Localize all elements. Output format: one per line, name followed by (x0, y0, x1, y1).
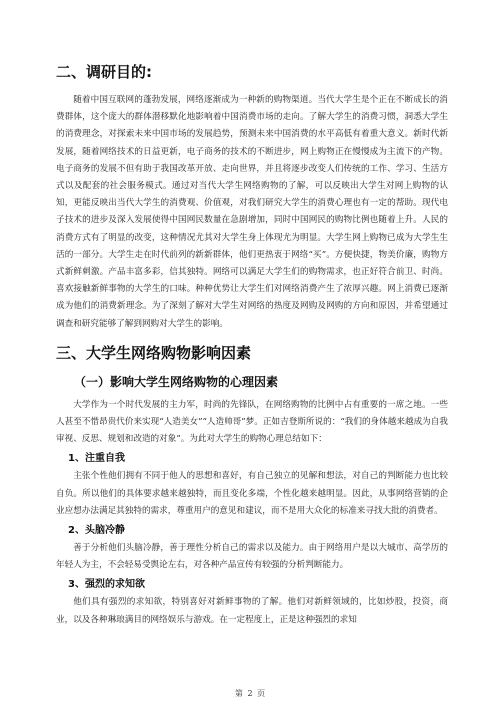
page-number-prefix: 第 (234, 689, 243, 698)
page-footer (0, 688, 500, 699)
page-content (56, 62, 448, 629)
page-number: 2 (247, 689, 253, 698)
psychological-factors-intro: 大学作为一个时代发展的主力军，时尚的先锋队，在网络购物的比例中占有重要的一席之地。一些人甚至不惜昂贵代价来实现“人造美女”“人造帅哥”梦。正如吉登斯所说的：“我们的身体越来越成为自我审视、反思、规划和改造的对象”。为此对大学生的购物心理总结如下： (56, 399, 448, 445)
section-heading-influencing-factors: 三、大学生网络购物影响因素 (56, 343, 252, 362)
item-heading-self-focus: 1、注重自我 (68, 453, 125, 465)
item-heading-calm-mind: 2、头脑冷静 (68, 525, 125, 537)
subsection-heading-psychological-factors: （一）影响大学生网络购物的心理因素 (74, 374, 279, 389)
item-text-curiosity: 他们具有强烈的求知欲，特别喜好对新鲜事物的了解。他们对新鲜领域的，比如炒股，投资，商业，以及各种琳琅满目的网络娱乐与游戏。在一定程度上，正是这种强烈的求知 (56, 597, 448, 625)
item-text-calm-mind: 善于分析他们头脑冷静，善于理性分析自己的需求以及能力。由于网络用户是以大城市、高学历的年轻人为主，不会轻易受舆论左右，对各种产品宣传有较强的分析判断能力。 (56, 543, 448, 571)
page-number-suffix: 页 (257, 689, 266, 698)
item-heading-curiosity: 3、强烈的求知欲 (68, 579, 145, 591)
research-purpose-paragraph: 随着中国互联网的蓬勃发展，网络逐渐成为一种新的购物渠道。当代大学生是个正在不断成长的消费群体，这个庞大的群体潜移默化地影响着中国消费市场的走向。了解大学生的消费习惯，洞悉大学生的消费理念，对探索未来中国市场的发展趋势，预测未来中国消费的水平高低有着重大意义。新时代新发展，随着网络技术的日益更新，电子商务的技术的不断进步，网上购物正在慢慢成为主流下的产物。电子商务的发展不但有助于我国改革开放、走向世界，并且将逐步改变人们传统的工作、学习、生活方式以及配套的社会服务模式。通过对当代大学生网络购物的了解，可以反映出大学生对网上购物的认知，更能反映出当代大学生的消费观、价值观，对我们研究大学生的消费心理也有一定的帮助。现代电子技术的进步及深入发展使得中国网民数量在急剧增加，同时中国网民的购物比例也随着上升。人民的消费方式有了明显的改变，这种情况尤其对大学生身上体现尤为明显。大学生网上购物已成为大学生生活的一部分。大学生走在时代前列的新新群体，他们更热衷于网络“买”。方便快捷，物美价廉，购物方式新鲜刺激。产品丰富多彩，信其独特。网络可以满足大学生们的购物需求，也正好符合前卫、时尚。喜欢接触新鲜事物的大学生的口味。种种优势让大学生们对网络消费产生了浓厚兴趣。网上消费已逐渐成为他们的消费新理念。为了深刻了解对大学生对网络的热度及网购及网购的方向和原因，并希望通过调查和研究能够了解到网购对大学生的影响。 (56, 95, 448, 329)
section-heading-research-purpose: 二、调研目的: (56, 63, 152, 81)
item-text-self-focus: 主张个性他们拥有不同于他人的思想和喜好，有自己独立的见解和想法，对自己的判断能力也比较自负。所以他们的具体要求越来越独特，而且变化多端，个性化越来越明显。因此，从事网络营销的企业应想办法满足其独特的需求，尊重用户的意见和建议，而不是用大众化的标准来寻找大批的消费者。 (56, 471, 448, 516)
